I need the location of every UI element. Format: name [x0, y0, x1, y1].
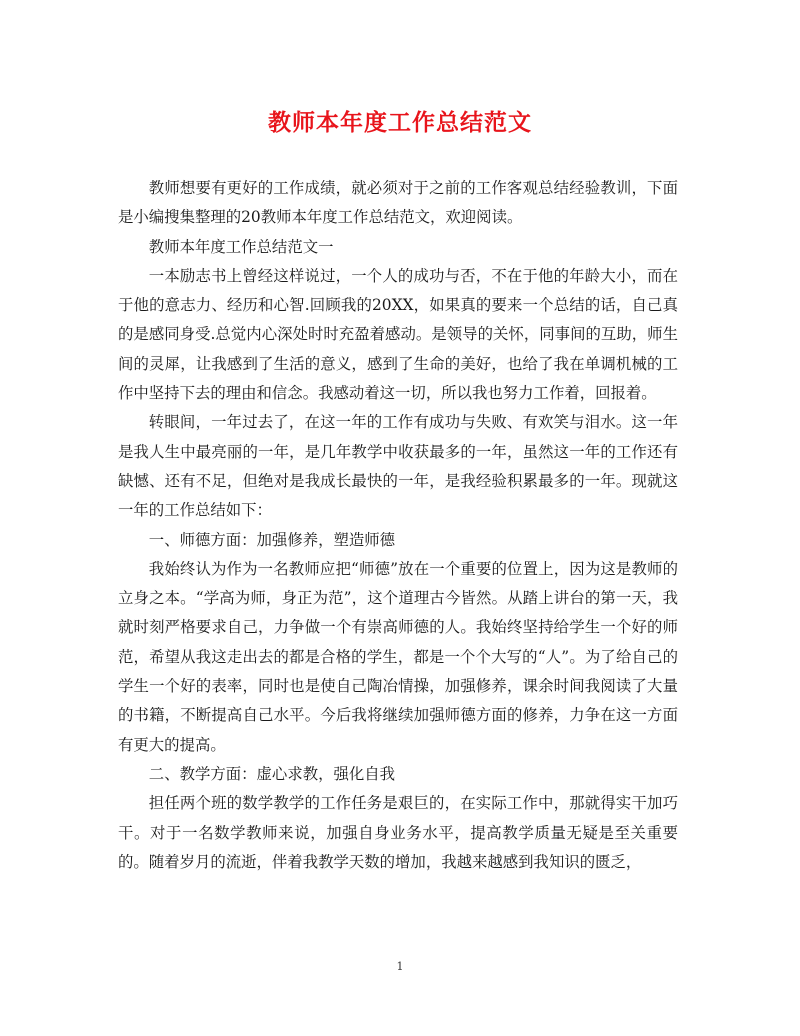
page-number: 1	[396, 960, 404, 973]
section-heading-teaching: 二、教学方面：虚心求教，强化自我	[148, 764, 396, 783]
paragraph-motivation: 一本励志书上曾经这样说过，一个人的成功与否，不在于他的年龄大小，而在于他的意志力、经历和心智.回顾我的20XX，如果真的要来一个总结的话，自己真的是感同身受.总觉内心深处时时充盈着感动。是领导的关怀，同事间的互助，师生间的灵犀，让我感到了生活的意义，感到了生命的美好，也给了我在单调机械的工作中坚持下去的理由和信念。我感动着这一切，所以我也努力工作着，回报着。	[118, 266, 678, 403]
paragraph-ethics: 我始终认为作为一名教师应把“师德”放在一个重要的位置上，因为这是教师的立身之本。“学高为师，身正为范”，这个道理古今皆然。从踏上讲台的第一天，我就时刻严格要求自己，力争做一个有崇高师德的人。我始终坚持给学生一个好的师范，希望从我这走出去的都是合格的学生，都是一个个大写的“人”。为了给自己的学生一个好的表率，同时也是使自己陶冶情操，加强修养，课余时间我阅读了大量的书籍，不断提高自己水平。今后我将继续加强师德方面的修养，力争在这一方面有更大的提高。	[118, 559, 678, 754]
paragraph-year-review: 转眼间，一年过去了，在这一年的工作有成功与失败、有欢笑与泪水。这一年是我人生中最亮丽的一年，是几年教学中收获最多的一年，虽然这一年的工作还有缺憾、还有不足，但绝对是我成长最快的一年，是我经验积累最多的一年。现就这一年的工作总结如下：	[118, 413, 678, 520]
document-title: 教师本年度工作总结范文	[268, 109, 532, 136]
paragraph-intro: 教师想要有更好的工作成绩，就必须对于之前的工作客观总结经验教训，下面是小编搜集整理的20教师本年度工作总结范文，欢迎阅读。	[118, 179, 678, 227]
section-heading-ethics: 一、师德方面：加强修养，塑造师德	[148, 530, 396, 549]
section-heading-sample-one: 教师本年度工作总结范文一	[148, 237, 334, 256]
paragraph-teaching: 担任两个班的数学教学的工作任务是艰巨的，在实际工作中，那就得实干加巧干。对于一名数学教师来说，加强自身业务水平，提高教学质量无疑是至关重要的。随着岁月的流逝，伴着我教学天数的增加，我越来越感到我知识的匮乏，	[118, 794, 678, 871]
document-body	[118, 174, 678, 877]
